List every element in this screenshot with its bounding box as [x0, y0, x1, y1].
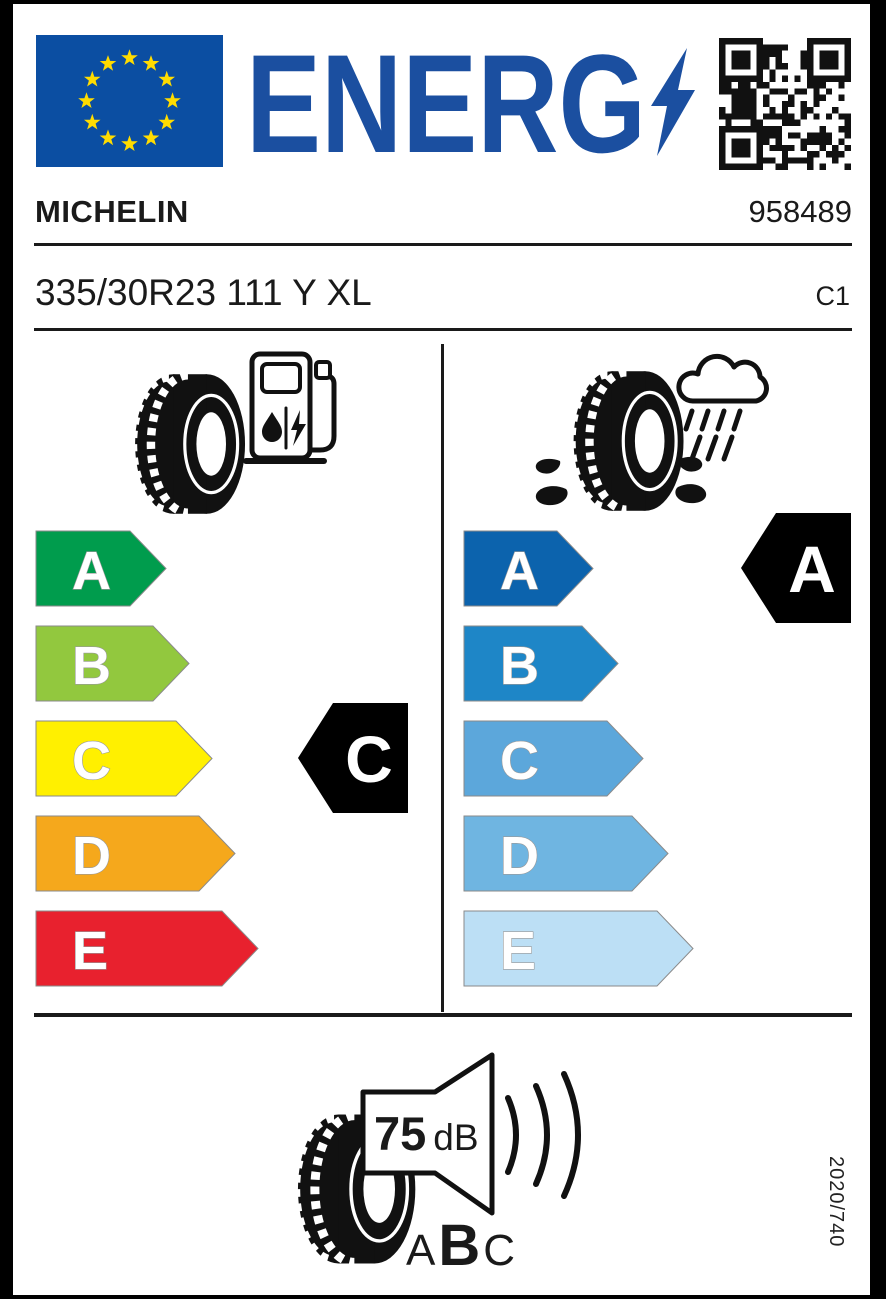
rain-cloud-icon	[679, 356, 767, 401]
center-divider	[441, 344, 444, 1012]
tire-class: C1	[815, 281, 850, 311]
brand-name: MICHELIN	[35, 194, 189, 229]
tire-icon	[571, 371, 683, 511]
grade-letter: E	[72, 921, 109, 981]
fuel-efficiency-scale	[35, 530, 295, 985]
rating-arrow-A	[35, 530, 167, 607]
border-bottom	[0, 1295, 886, 1299]
rating-arrow-D	[463, 815, 669, 892]
noise-class-C: C	[483, 1226, 516, 1275]
noise-value	[374, 1106, 479, 1161]
separator-line	[34, 328, 852, 331]
separator-line	[34, 243, 852, 246]
rating-arrow-B	[35, 625, 190, 702]
grade-letter: B	[72, 636, 111, 696]
noise-class-letters	[406, 1212, 515, 1279]
noise-class-A: A	[406, 1226, 436, 1275]
rating-arrow-E	[463, 910, 694, 987]
regulation-reference: 2020/740	[825, 1156, 847, 1248]
qr-code	[718, 38, 852, 170]
grade-letter: A	[72, 541, 111, 601]
rating-arrow-C	[463, 720, 644, 797]
grade-letter: A	[500, 541, 539, 601]
grade-letter: C	[72, 731, 111, 791]
rating-arrow-D	[35, 815, 236, 892]
border-top	[0, 0, 886, 4]
eu-flag-icon	[36, 35, 223, 167]
energ-text: ENERG	[246, 40, 646, 162]
border-left	[0, 0, 13, 1299]
energ-logo	[246, 40, 716, 162]
wet-grip-icon	[530, 345, 790, 517]
noise-class-B: B	[438, 1213, 481, 1278]
grade-letter: B	[500, 636, 539, 696]
rating-arrow-A	[463, 530, 594, 607]
fuel-efficiency-icon	[118, 348, 348, 520]
rating-arrow-C	[35, 720, 213, 797]
noise-db-unit: dB	[433, 1117, 479, 1158]
tire-size: 335/30R23 111 Y XL	[35, 272, 372, 313]
grade-letter: C	[500, 731, 539, 791]
wet-grip-rating-indicator	[740, 512, 852, 624]
rain-drops	[686, 411, 740, 459]
fuel-rating-letter: C	[345, 722, 393, 796]
noise-db-value: 75	[374, 1107, 427, 1160]
product-code: 958489	[748, 194, 852, 229]
rating-arrow-B	[463, 625, 619, 702]
wet-rating-letter: A	[788, 532, 836, 606]
rating-arrow-E	[35, 910, 259, 987]
tire-icon	[133, 374, 245, 514]
grade-letter: D	[72, 826, 111, 886]
grade-letter: D	[500, 826, 539, 886]
sound-waves-icon	[500, 1060, 600, 1210]
grade-letter: E	[500, 921, 537, 981]
lightning-bolt-icon	[651, 48, 695, 156]
border-right	[870, 0, 886, 1299]
fuel-pump-icon	[246, 354, 334, 461]
separator-line	[34, 1013, 852, 1017]
fuel-efficiency-rating-indicator	[297, 702, 409, 814]
wet-grip-scale	[463, 530, 723, 985]
